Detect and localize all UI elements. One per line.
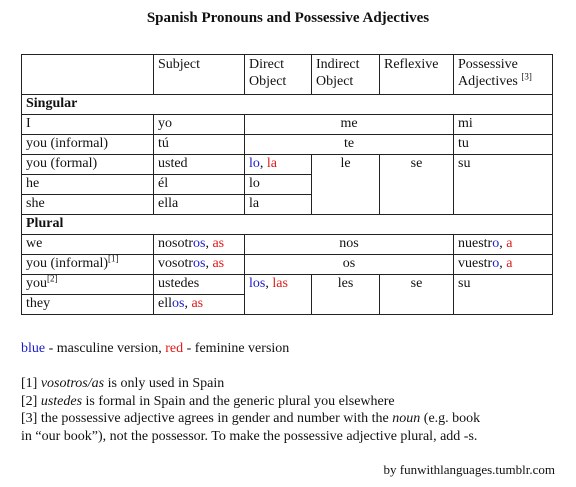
person-cell: you (informal)[1]	[22, 255, 154, 275]
table-row	[22, 235, 553, 255]
header-subject: Subject	[154, 55, 245, 95]
subject-cell: tú	[154, 135, 245, 155]
person-cell: you[2]	[22, 275, 154, 295]
person-cell: they	[22, 295, 154, 315]
footnote-3-continued: in “our book”), not the possessor. To make the possessive adjective plural, add -s.	[21, 428, 478, 444]
person-cell: you (informal)	[22, 135, 154, 155]
person-cell: you (formal)	[22, 155, 154, 175]
person-cell: we	[22, 235, 154, 255]
reflexive-cell: se	[380, 155, 454, 215]
subject-cell: él	[154, 175, 245, 195]
indirect-object-cell: le	[312, 155, 380, 215]
footnote-3: [3] the possessive adjective agrees in gender and number with the noun (e.g. book	[21, 411, 481, 426]
header-row	[22, 55, 553, 95]
header-direct-object: Direct Object	[245, 55, 312, 95]
possessive-cell: mi	[454, 115, 553, 135]
footnote-2: [2] ustedes is formal in Spain and the generic plural you elsewhere	[21, 393, 395, 409]
direct-object-cell: la	[245, 195, 312, 215]
header-indirect-object: Indirect Object	[312, 55, 380, 95]
header-possessive: Possessive Adjectives [3]	[454, 55, 553, 95]
pronoun-table	[21, 54, 553, 315]
person-cell: she	[22, 195, 154, 215]
person-cell: he	[22, 175, 154, 195]
direct-object-cell: lo	[245, 175, 312, 195]
subject-cell: ustedes	[154, 275, 245, 295]
credit-line: by funwithlanguages.tumblr.com	[383, 462, 555, 477]
table-row	[22, 115, 553, 135]
subject-cell: usted	[154, 155, 245, 175]
possessive-cell: nuestro, a	[454, 235, 553, 255]
object-cell: te	[245, 135, 454, 155]
legend-red-text: - feminine version	[183, 341, 290, 356]
reflexive-cell: se	[380, 275, 454, 315]
direct-object-cell: los, las	[245, 275, 312, 315]
direct-object-cell: lo, la	[245, 155, 312, 175]
section-heading: Plural	[22, 215, 553, 235]
possessive-cell: vuestro, a	[454, 255, 553, 275]
subject-cell: vosotros, as	[154, 255, 245, 275]
header-reflexive: Reflexive	[380, 55, 454, 95]
section-row-plural	[22, 215, 553, 235]
subject-cell: ellos, as	[154, 295, 245, 315]
subject-cell: yo	[154, 115, 245, 135]
section-heading: Singular	[22, 95, 553, 115]
possessive-cell: su	[454, 155, 553, 215]
indirect-object-cell: les	[312, 275, 380, 315]
footnotes	[21, 375, 480, 445]
subject-cell: nosotros, as	[154, 235, 245, 255]
object-cell: os	[245, 255, 454, 275]
page-title: Spanish Pronouns and Possessive Adjectives	[146, 10, 430, 26]
table-row	[22, 255, 553, 275]
header-empty	[22, 55, 154, 95]
legend-blue-text: - masculine version,	[45, 341, 166, 356]
footnote-1: [1] vosotros/as is only used in Spain	[21, 376, 225, 391]
person-cell: I	[22, 115, 154, 135]
table-row	[22, 135, 553, 155]
possessive-cell: tu	[454, 135, 553, 155]
legend-blue-word: blue	[21, 341, 46, 356]
possessive-cell: su	[454, 275, 553, 315]
table-row	[22, 155, 553, 175]
object-cell: me	[245, 115, 454, 135]
legend-red-word: red	[165, 341, 184, 356]
color-legend	[21, 341, 289, 357]
subject-cell: ella	[154, 195, 245, 215]
object-cell: nos	[245, 235, 454, 255]
table-row	[22, 275, 553, 295]
section-row-singular	[22, 95, 553, 115]
